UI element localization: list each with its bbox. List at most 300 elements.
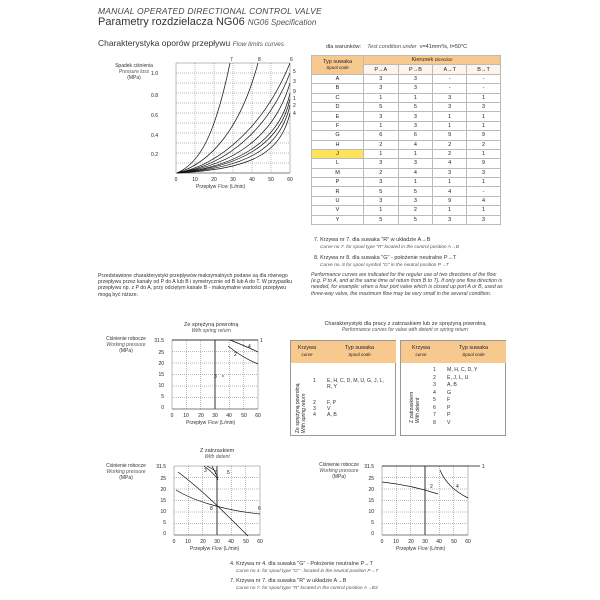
detent-right-label-2: 2 [430, 484, 433, 490]
direction-value-cell: 3 [398, 159, 433, 168]
spring-xunit: (L/min) [219, 420, 236, 426]
chart1-ytick: 0.8 [151, 93, 158, 99]
paragraph-pl: Przedstawione charakterystyki przepływów maksymalnych podane są dla równego przepływu przez kanały od P do A lub B i symetrycznie od B lub A do T. W przypadku przepływu np. z P do A, przy odciętym kanale B - maksymalne wartości przepływu mogą być niższe. [98, 273, 293, 298]
ctr-spool: G [447, 389, 452, 396]
ctr-curve: 6 [433, 404, 436, 411]
direction-value-cell: - [467, 84, 501, 93]
direction-value-cell: 3 [467, 215, 501, 224]
chart1-xtick: 0 [174, 177, 178, 183]
table-row [312, 178, 501, 187]
ctr-col-curve-en: curve [415, 351, 427, 357]
chart1-ytick: 0.6 [151, 113, 158, 119]
chart1-xlabel-pl: Przepływ [196, 184, 217, 190]
table-row [312, 159, 501, 168]
detent-left-ytick: 15 [160, 498, 166, 504]
detent-left-label-8: 8 [210, 506, 213, 512]
detent-right-ytick: 20 [368, 487, 374, 493]
chart1-curve-5 [177, 73, 290, 173]
direction-value-cell: - [467, 187, 501, 196]
detent-right-xtick: 30 [422, 539, 428, 545]
direction-value-cell: 6 [398, 131, 433, 140]
ctl-curve: 4 [313, 412, 316, 418]
ctr-spool: P [447, 404, 451, 411]
detent-left-ytick: 20 [160, 487, 166, 493]
direction-value-cell: 1 [467, 149, 501, 158]
chart1-label-1: 1 [293, 96, 296, 102]
ctr-spool: E, J, L, U [447, 374, 469, 381]
dir-header: A→T [433, 65, 467, 74]
detent-left-xtick: 60 [257, 539, 263, 545]
spring-ytick: 10 [158, 383, 164, 389]
detent-chart-left [152, 460, 284, 540]
top-note-8 [314, 255, 456, 269]
ctr-curve: 1 [433, 367, 436, 373]
chart1-curve-4 [177, 113, 290, 173]
spool-code-cell: E [312, 112, 364, 121]
direction-value-cell: 3 [398, 112, 433, 121]
spool-code-cell: D [312, 102, 364, 111]
ctl-head-spool [323, 341, 396, 363]
chart1-ylabel-pl: Spadek ciśnienia [115, 63, 153, 69]
chart1-curve-1 [177, 99, 290, 173]
col-spool-en: Spool code [326, 64, 349, 70]
detent-right-xlabel [396, 546, 445, 552]
ctr-col-spool: Typ suwaka [458, 345, 489, 351]
detent-right-ylabel-en: Working pressure [319, 468, 359, 474]
dir-header: B→T [467, 65, 501, 74]
spool-direction-table [311, 55, 501, 225]
detent-left-xlabel-pl: Przepływ [190, 546, 211, 552]
ctl-col-spool-en: Spool code [348, 351, 371, 357]
direction-value-cell: 2 [364, 168, 399, 177]
detent-right-xtick: 20 [408, 539, 414, 545]
detent-left-ytick: 0 [163, 531, 166, 537]
paragraph-en [311, 272, 507, 297]
table-row [312, 121, 501, 130]
direction-value-cell: 2 [398, 206, 433, 215]
ctr-curve: 2 [433, 374, 436, 381]
detent-right-ytick: 0 [371, 531, 374, 537]
detent-right-grid [382, 466, 468, 535]
direction-value-cell: 1 [364, 121, 399, 130]
detent-left-xtick: 50 [243, 539, 249, 545]
chart1-label-7: 7 [230, 57, 233, 63]
detent-left-xtick: 40 [228, 539, 234, 545]
chart1-label-8: 8 [258, 57, 261, 63]
detent-right-ytick: 15 [368, 498, 374, 504]
spool-code-cell: B [312, 84, 364, 93]
ctr-group-en: With detent [415, 397, 421, 423]
table-row [312, 140, 501, 149]
curve-table-title-en: Performance curves for valve with detent or spring return [342, 327, 468, 333]
direction-value-cell: 1 [398, 93, 433, 102]
detent-left-title-pl: Z zatrzaskiem [200, 448, 235, 454]
ctr-group-label [409, 392, 421, 423]
ctl-spool: A, B [327, 412, 337, 418]
spring-title-en: With spring return [191, 328, 231, 334]
ctl-spool: V [327, 406, 331, 412]
direction-value-cell: - [433, 74, 467, 83]
bottom-note-4-pl: 4. Krzywa nr 4. dla suwaka "G" - Położenie neutralne P→T [230, 561, 373, 567]
direction-value-cell: 2 [433, 140, 467, 149]
direction-value-cell: 6 [364, 131, 399, 140]
spring-chart-title [184, 322, 238, 334]
direction-value-cell: 4 [398, 140, 433, 149]
spool-code-cell: J [312, 149, 364, 158]
detent-left-label-5: 5 [227, 470, 230, 476]
spring-xtick: 40 [226, 413, 232, 419]
direction-value-cell: 1 [467, 93, 501, 102]
condition-values: ν=41mm²/s, t=50°C [419, 44, 468, 50]
direction-value-cell: 3 [467, 168, 501, 177]
ctr-curve: 3 [433, 382, 436, 388]
ctl-col-curve: Krzywa [297, 345, 317, 351]
spring-ytick: 25 [158, 350, 164, 356]
direction-value-cell: - [433, 84, 467, 93]
spool-code-cell: M [312, 168, 364, 177]
detent-left-label-6: 6 [258, 506, 261, 512]
table-row [312, 196, 501, 205]
ctr-spool: F [447, 397, 451, 403]
ctr-spool: A, B [447, 382, 457, 388]
direction-value-cell: 1 [364, 93, 399, 102]
resistance-title-en: Flow limits curves [232, 41, 284, 48]
chart1-xtick: 30 [230, 177, 236, 183]
direction-value-cell: 1 [467, 206, 501, 215]
ctr-spool: M, H, C, D, Y [447, 367, 478, 373]
title-en: NG06 Specification [247, 18, 317, 27]
chart1-ytick: 0.2 [151, 152, 158, 158]
direction-value-cell: 3 [364, 74, 399, 83]
spool-code-cell: H [312, 140, 364, 149]
spring-xtick: 10 [183, 413, 189, 419]
top-note-7 [314, 237, 459, 251]
chart1-ylabel-en: Pressure loss [118, 69, 150, 75]
condition-label-en: Test condition under [367, 44, 417, 50]
chart1-label-3: 3 [293, 79, 296, 85]
pressure-loss-chart [140, 55, 310, 190]
detent-right-xtick: 50 [451, 539, 457, 545]
detent-left-curve-6 [176, 490, 260, 514]
ctr-col-spool-en: Spool code [462, 351, 485, 357]
detent-right-xticks [360, 536, 490, 546]
chart1-xlabel-en: Flow [217, 184, 229, 190]
spring-ytick: 20 [158, 361, 164, 367]
detent-left-xticks [152, 536, 284, 546]
table-row [312, 168, 501, 177]
direction-value-cell: 1 [433, 206, 467, 215]
direction-value-cell: 1 [467, 121, 501, 130]
direction-value-cell: 3 [364, 112, 399, 121]
direction-value-cell: 5 [364, 102, 399, 111]
spring-xlabel-pl: Przepływ [186, 420, 207, 426]
curve-table-title [305, 321, 505, 333]
direction-value-cell: 5 [398, 187, 433, 196]
spring-yunit: (MPa) [119, 348, 133, 354]
spring-chart-ylabel [98, 336, 154, 354]
ctl-group-label [295, 384, 307, 433]
spool-code-cell: C [312, 93, 364, 102]
document-category: MANUAL OPERATED DIRECTIONAL CONTROL VALVE [98, 6, 322, 16]
spool-code-cell: U [312, 196, 364, 205]
ctl-group-en: With spring return [301, 393, 307, 433]
spring-xtick: 20 [198, 413, 204, 419]
detent-right-label-1: 1 [482, 464, 485, 470]
direction-value-cell: 1 [398, 149, 433, 158]
direction-value-cell: 4 [433, 187, 467, 196]
dir-header: P→A [364, 65, 399, 74]
detent-left-ylabel [96, 463, 156, 481]
chart1-xtick: 20 [211, 177, 217, 183]
spring-label-2: 2 [234, 352, 237, 358]
title-pl: Parametry rozdzielacza NG06 [98, 16, 245, 28]
curve-table-right [400, 340, 506, 436]
ctl-curve: 1 [313, 378, 316, 384]
ctr-curve: 8 [433, 419, 436, 426]
direction-value-cell: 1 [467, 178, 501, 187]
spring-ytick: 0 [161, 405, 164, 411]
direction-value-cell: 3 [364, 196, 399, 205]
direction-value-cell: 3 [398, 121, 433, 130]
curve-table-title-pl: Charakterystyki dla pracy z zatrzaskiem lub ze sprężyną powrotną [324, 321, 486, 327]
spring-curve-4 [230, 340, 258, 352]
direction-value-cell: 3 [364, 159, 399, 168]
direction-value-cell: 1 [433, 178, 467, 187]
direction-value-cell: 3 [433, 168, 467, 177]
detent-left-ytick: 25 [160, 476, 166, 482]
dir-header: P→B [398, 65, 433, 74]
detent-right-curve-4 [440, 470, 468, 498]
direction-value-cell: 3 [467, 102, 501, 111]
ctl-curves [313, 378, 316, 418]
detent-right-xtick: 0 [380, 539, 384, 545]
ctr-spools [447, 367, 477, 427]
detent-left-xlabel-en: Flow [211, 546, 223, 552]
detent-right-xtick: 40 [436, 539, 442, 545]
spring-xtick: 0 [170, 413, 174, 419]
table-row [312, 84, 501, 93]
table-row [312, 112, 501, 121]
chart1-label-9: 9 [293, 89, 296, 95]
direction-value-cell: 1 [364, 206, 399, 215]
detent-right-yunit: (MPa) [332, 474, 346, 480]
direction-value-cell: 9 [433, 196, 467, 205]
resistance-section-title [98, 38, 284, 48]
direction-value-cell: 2 [364, 140, 399, 149]
col-direction-en: Direction [434, 57, 453, 63]
chart1-xtick: 10 [192, 177, 198, 183]
spring-title-pl: Ze sprężyną powrotną [184, 322, 239, 328]
detent-left-ytick: 31.5 [156, 464, 166, 470]
col-direction-pl: Kierunek [411, 57, 434, 64]
ctr-curve: 7 [433, 412, 436, 418]
chart1-xtick: 50 [268, 177, 274, 183]
chart1-label-2: 2 [293, 103, 296, 109]
direction-value-cell: 1 [467, 112, 501, 121]
spring-xlabel [186, 420, 235, 426]
spring-ylabel-en: Working pressure [106, 342, 146, 348]
ctl-curve: 2 [313, 400, 316, 406]
direction-value-cell: 4 [398, 168, 433, 177]
detent-left-ytick: 10 [160, 509, 166, 515]
spool-code-cell: F [312, 121, 364, 130]
detent-right-ytick: 31.5 [364, 464, 374, 470]
chart1-label-6: 6 [290, 57, 293, 63]
direction-value-cell: 3 [433, 93, 467, 102]
chart1-xlabel [196, 184, 245, 190]
direction-value-cell: 2 [433, 149, 467, 158]
direction-value-cell: 3 [364, 84, 399, 93]
detent-left-ylabel-pl: Ciśnienie robocze [106, 463, 146, 469]
spring-label-3: 3 [214, 374, 217, 380]
spring-xtick: 30 [212, 413, 218, 419]
detent-right-ylabel-pl: Ciśnienie robocze [319, 462, 359, 468]
spring-ytick: 31.5 [154, 338, 164, 344]
ctr-head-spool [441, 341, 506, 363]
direction-value-cell: 1 [433, 121, 467, 130]
spool-code-cell: Y [312, 215, 364, 224]
chart1-xtick: 60 [287, 177, 293, 183]
direction-value-cell: 4 [467, 196, 501, 205]
detent-left-ylabel-en: Working pressure [106, 469, 146, 475]
table-row [312, 93, 501, 102]
detent-right-xtick: 60 [465, 539, 471, 545]
detent-right-ytick: 5 [371, 520, 374, 526]
direction-value-cell: 9 [433, 131, 467, 140]
col-direction-header [364, 56, 501, 65]
direction-value-cell: 4 [433, 159, 467, 168]
direction-value-cell: 5 [364, 187, 399, 196]
chart1-curve-7 [177, 63, 230, 173]
spring-ytick: 5 [161, 394, 164, 400]
detent-left-xtick: 10 [185, 539, 191, 545]
detent-left-xtick: 0 [172, 539, 176, 545]
spool-code-cell: A [312, 74, 364, 83]
spool-table-body [312, 74, 501, 224]
detent-left-xtick: 20 [200, 539, 206, 545]
chart1-grid [176, 63, 290, 173]
direction-value-cell: 1 [364, 149, 399, 158]
detent-right-xlabel-en: Flow [417, 546, 429, 552]
bottom-note-7-pl: 7. Krzywa nr 7. dla suwaka "R" w układzie A→B [230, 578, 347, 584]
table-row [312, 102, 501, 111]
note-8-en: Curve no. 8 for spool symbol "G" in the neutral position P→T [320, 262, 449, 268]
ctr-curves [433, 367, 436, 427]
ctr-head-curve [401, 341, 441, 363]
spool-code-cell: G [312, 131, 364, 140]
page-title [98, 16, 316, 28]
ctl-col-spool: Typ suwaka [344, 345, 375, 351]
spring-ylabel-pl: Ciśnienie robocze [106, 336, 146, 342]
ctl-group-pl: Ze sprężyną powrotną [295, 383, 301, 433]
direction-value-cell: 1 [398, 178, 433, 187]
direction-value-cell: 3 [433, 215, 467, 224]
direction-value-cell: 5 [398, 102, 433, 111]
detent-left-title [200, 448, 234, 460]
ctr-curve: 4 [433, 389, 436, 396]
chart1-label-4: 4 [293, 111, 296, 117]
paragraph-en-text: Performance curves are indicated for the regular use of two directions of the flow (e.g. P to A, and at the same time oil return from B to T). If only one flow direction is needed, for example: when a four port valve which is closed up port A or B, used as three-way valve, the maximum flow may be very small in the several condition. [311, 272, 503, 297]
note-8-pl: 8. Krzywa nr 8. dla suwaka "G" - położenie neutralne P→T [314, 255, 457, 261]
table-row [312, 131, 501, 140]
ctr-curve: 5 [433, 397, 436, 403]
resistance-title-pl: Charakterystyka oporów przepływu [98, 38, 231, 48]
spring-label-1: 1 [260, 338, 263, 344]
chart1-ytick: 1.0 [151, 71, 158, 77]
bottom-note-7-en: Curve no 7. for spool type "R" located in the control position A→B3 [236, 585, 378, 591]
chart1-xunit: (L/min) [229, 184, 246, 190]
spring-xticks [150, 410, 280, 420]
detent-right-ytick: 10 [368, 509, 374, 515]
chart1-curve-6 [177, 63, 290, 173]
direction-value-cell: 3 [433, 102, 467, 111]
spring-label-4: 4 [248, 344, 251, 350]
detent-left-label-7: 7 [214, 470, 217, 476]
spring-ytick: 15 [158, 372, 164, 378]
detent-left-ytick: 5 [163, 520, 166, 526]
curve-table-left [290, 340, 396, 436]
ctr-spool: V [447, 419, 451, 426]
detent-right-xtick: 10 [393, 539, 399, 545]
table-row [312, 149, 501, 158]
table-row [312, 74, 501, 83]
table-row [312, 215, 501, 224]
ctl-spool: E, H, C, D, M, U, G, J, L, R, Y [327, 378, 384, 390]
direction-value-cell: 3 [364, 178, 399, 187]
ctr-spool: P [447, 412, 451, 418]
detent-right-ytick: 25 [368, 476, 374, 482]
ctl-curve: 3 [313, 406, 316, 412]
ctl-head-curve [291, 341, 323, 363]
ctr-col-curve: Krzywa [411, 345, 431, 351]
chart1-label-5: 5 [293, 69, 296, 75]
ctr-group-pl: Z zatrzaskiem [409, 391, 415, 423]
direction-value-cell: 3 [398, 84, 433, 93]
direction-value-cell: 5 [398, 215, 433, 224]
spring-xtick: 50 [241, 413, 247, 419]
table-row [312, 206, 501, 215]
chart1-curves [177, 63, 290, 173]
ctl-spools [327, 378, 387, 418]
spool-code-cell: R [312, 187, 364, 196]
chart1-curve-2 [177, 105, 290, 173]
detent-right-label-4: 4 [456, 484, 459, 490]
ctl-spool: F, P [327, 400, 336, 406]
detent-chart-right [360, 460, 490, 540]
detent-left-xlabel [190, 546, 239, 552]
table-row [312, 187, 501, 196]
note-7-en: Curve no 7. for spool type "R" located in the control position A→B [320, 244, 459, 250]
spring-curve-2 [228, 346, 258, 364]
chart1-yunit: (MPa) [127, 75, 141, 81]
spring-return-chart [150, 334, 280, 414]
direction-value-cell: 2 [467, 140, 501, 149]
direction-value-cell: 5 [364, 215, 399, 224]
direction-value-cell: 3 [398, 74, 433, 83]
spring-xlabel-en: Flow [207, 420, 219, 426]
spool-code-cell: L [312, 159, 364, 168]
col-spool-header [312, 56, 364, 75]
spool-code-cell: V [312, 206, 364, 215]
spring-xtick: 60 [255, 413, 261, 419]
bottom-note-4 [230, 561, 378, 575]
bottom-note-4-en: Curve no 4. for spool type "G" - located in the neutral position P→T [236, 568, 379, 574]
detent-right-xunit: (L/min) [429, 546, 446, 552]
direction-value-cell: 1 [433, 112, 467, 121]
detent-left-yunit: (MPa) [119, 475, 133, 481]
detent-left-label-3: 3 [204, 468, 207, 474]
detent-left-xunit: (L/min) [223, 546, 240, 552]
